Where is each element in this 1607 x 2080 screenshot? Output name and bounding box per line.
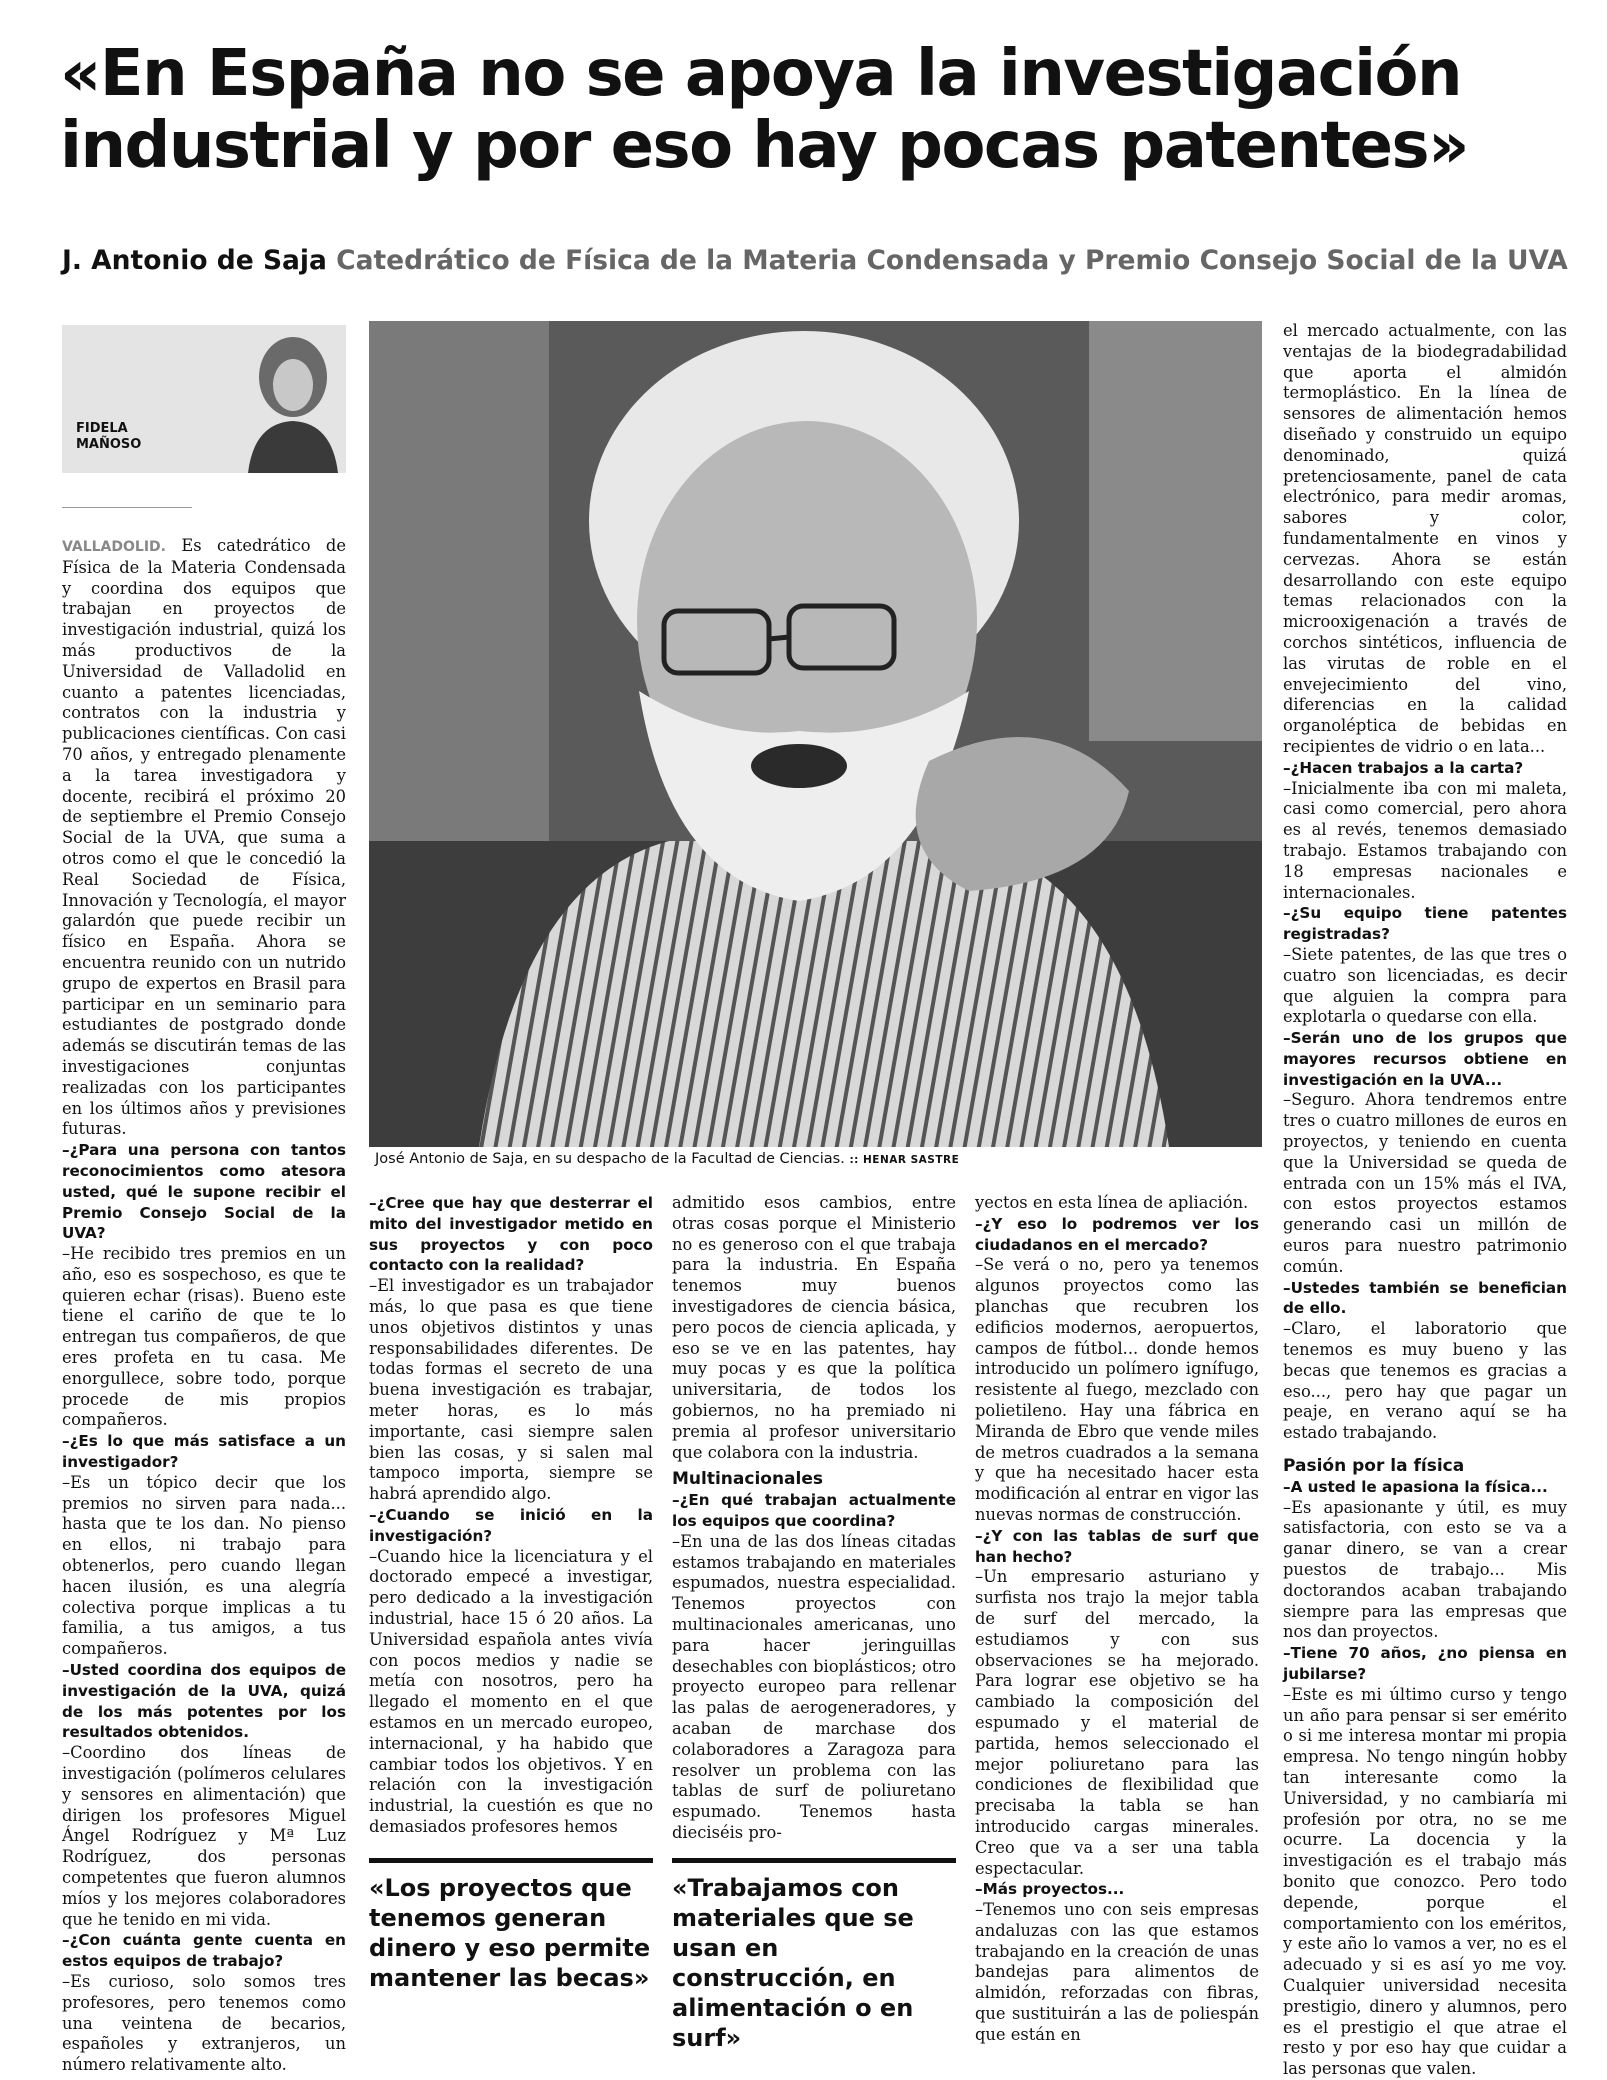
answer: el mercado actualmente, con las ventajas de la biodegradabilidad que aporta el almidón termoplástico. En la línea de sensores de alimentación hemos diseñado y construido un equipo denominado, quizá pretenciosamente, panel de cata electrónico, para medir aromas, sabores y color, fundamentalmente en vinos y cervezas. Ahora se están desarrollando con este equipo temas relacionados con la microoxigenación a través de corchos sintéticos, influencia de las virutas de roble en el envejecimiento del vino, diferencias en la calidad organoléptica de bebidas en recipientes de vidrio o en lata... <box>1283 321 1567 756</box>
question: –A usted le apasiona la física... <box>1283 1477 1548 1496</box>
question: –¿Y con las tablas de surf que han hecho? <box>975 1526 1259 1566</box>
section-heading: Multinacionales <box>672 1469 824 1490</box>
answer: –Es curioso, solo somos tres profesores, pero tenemos como una veintena de becarios, españoles y extranjeros, un número relativamente alto. <box>62 1971 346 2075</box>
answer: –El investigador es un trabajador más, lo que pasa es que tiene unos objetivos distintos y unas responsabilidades diferentes. De todas formas el secreto de una buena investigación es trabajar, meter horas, es lo más importante, casi siempre salen bien las cosas, y si salen mal tampoco importa, siempre se habrá aprendido algo. <box>369 1276 653 1504</box>
byline <box>62 245 1568 276</box>
photo-caption <box>375 1151 1265 1167</box>
main-photo <box>369 321 1262 1147</box>
author-photo <box>240 329 346 473</box>
question: –Más proyectos... <box>975 1880 1125 1899</box>
answer: –Claro, el laboratorio que tenemos es muy bueno y las becas que tenemos es gracias a eso..., pero hay que pagar un peaje, en verano aquí se ha estado trabajando. <box>1283 1319 1567 1443</box>
question: –¿Hacen trabajos a la carta? <box>1283 758 1524 777</box>
question: –Serán uno de los grupos que mayores recursos obtiene en investigación en la UVA... <box>1283 1029 1567 1089</box>
column-1 <box>62 536 346 2076</box>
answer: –Este es mi último curso y tengo un año para pensar si ser emérito o si me interesa montar mi propia empresa. No tengo ningún hobby tan interesante como la Universidad, y no cambiaría mi profesión por otra, no se me ocurre. La docencia y la investigación es el trabajo más bonito que conozco. Pero todo depende, porque el comportamiento con los eméritos, y este año lo vamos a ver, no es el adecuado y si es así yo me voy. Cualquier universidad necesita prestigio, dinero y alumnos, pero es el prestigio el que atrae el resto y por eso hay que cuidar a las personas que valen. <box>1283 1684 1567 2079</box>
question: –¿Con cuánta gente cuenta en estos equipos de trabajo? <box>62 1931 346 1971</box>
column-5 <box>1283 321 1567 2080</box>
answer: –Es un tópico decir que los premios no sirven para nada... hasta que te los dan. No pienso en ellos, ni trabajo para obtenerlos, pero cuando llegan hacen ilusión, es una alegría colectiva porque implicas a tu familia, a tus amigos, a tus compañeros. <box>62 1472 346 1659</box>
answer: –En una de las dos líneas citadas estamos trabajando en materiales espumados, nuestra especialidad. Tenemos proyectos con multinacionales americanas, uno para hacer jeringuillas desechables con bioplásticos; otro proyecto europeo para rellenar las palas de aerogeneradores, y acaban de marchase dos colaboradores a Zaragoza para resolver un problema con las tablas de surf de poliuretano espumado. Tenemos hasta dieciséis pro- <box>672 1531 956 1842</box>
answer: yectos en esta línea de apliación. <box>975 1193 1249 1212</box>
author-box <box>62 325 346 473</box>
answer: –Inicialmente iba con mi maleta, casi como comercial, pero ahora es al revés, tenemos demasiado trabajo. Estamos trabajando con 18 empresas nacionales e internacionales. <box>1283 778 1567 902</box>
dateline: VALLADOLID. <box>62 539 166 555</box>
pull-quote: «Trabajamos con materiales que se usan en construcción, en alimentación o en surf» <box>672 1858 956 2053</box>
answer: –Es apasionante y útil, es muy satisfactoria, con esto se va a ganar dinero, se van a crear puestos de trabajo... Mis doctorandos acaban trabajando siempre para las empresas que nos dan proyectos. <box>1283 1497 1567 1642</box>
answer: –He recibido tres premios en un año, eso es sospechoso, es que te quieren echar (risas). Bueno este tiene el cariño de que te lo entregan tus compañeros, de que eres profeta en tu casa. Me enorgullece, sobre todo, porque procede de mis propios compañeros. <box>62 1244 346 1430</box>
answer: –Seguro. Ahora tendremos entre tres o cuatro millones de euros en proyectos, y teniendo en cuenta que la Universidad se queda de entrada con un 15% más el IVA, con estos proyectos estamos generando casi un millón de euros para nuestro patrimonio común. <box>1283 1090 1567 1276</box>
column-3 <box>672 1193 956 1844</box>
pull-quote: «Los proyectos que tenemos generan dinero y eso permite mantener las becas» <box>369 1858 653 1993</box>
answer: –Tenemos uno con seis empresas andaluzas con las que estamos trabajando en la creación de unas bandejas para alimentos de almidón, reforzadas con fibras, que sustituirán a las de poliespán que están en <box>975 1900 1259 2044</box>
question: –¿Para una persona con tantos reconocimientos como atesora usted, qué le supone recibir el Premio Consejo Social de la UVA? <box>62 1141 346 1243</box>
answer: –Un empresario asturiano y surfista nos trajo la mejor tabla de surf del mercado, la estudiamos y con sus observaciones se ha mejorado. Para lograr ese objetivo se ha cambiado la composición del espumado y el material de partida, hemos seleccionado el mejor poliuretano para las condiciones de flexibilidad que precisaba la tabla se han introducido cargas minerales. Creo que va a ser una tabla espectacular. <box>975 1567 1259 1878</box>
answer: admitido esos cambios, entre otras cosas porque el Ministerio no es generoso con el que trabaja para la industria. En España tenemos muy buenos investigadores de ciencia básica, pero pocos de ciencia aplicada, y eso se ve en las patentes, hay muy pocas y es que la política universitaria, de todos los gobiernos, no ha premiado ni premia al profesor universitario que colabora con la industria. <box>672 1193 956 1462</box>
column-4 <box>975 1193 1259 2046</box>
interviewee-title: Catedrático de Física de la Materia Condensada y Premio Consejo Social de la UVA <box>336 245 1568 276</box>
divider <box>62 507 192 508</box>
caption-text: José Antonio de Saja, en su despacho de la Facultad de Ciencias. <box>375 1151 845 1167</box>
headline: «En España no se apoya la investigación industrial y por eso hay pocas patentes» <box>60 37 1468 183</box>
section-heading: Pasión por la física <box>1283 1456 1465 1477</box>
question: –¿Cree que hay que desterrar el mito del investigador metido en sus proyectos y con poco contacto con la realidad? <box>369 1194 653 1275</box>
question: –¿Es lo que más satisface a un investigador? <box>62 1432 346 1472</box>
photo-credit: :: HENAR SASTRE <box>849 1154 960 1166</box>
answer: –Siete patentes, de las que tres o cuatro son licenciadas, es decir que alguien la compra para explotarla o quedarse con ella. <box>1283 944 1567 1027</box>
question: –Usted coordina dos equipos de investigación de la UVA, quizá de los más potentes por los resultados obtenidos. <box>62 1661 346 1742</box>
answer: –Coordino dos líneas de investigación (polímeros celulares y sensores en alimentación) que dirigen los profesores Miguel Ángel Rodríguez y Mª Luz Rodríguez, dos personas competentes que fueron alumnos míos y los mejores colaboradores que he tenido en mi vida. <box>62 1743 346 1929</box>
question: –Ustedes también se benefician de ello. <box>1283 1278 1567 1318</box>
question: –¿Cuando se inició en la investigación? <box>369 1505 653 1545</box>
interviewee-name: J. Antonio de Saja <box>62 245 327 276</box>
lead-paragraph: Es catedrático de Física de la Materia Condensada y coordina dos equipos que trabajan en proyectos de investigación industrial, quizá los más productivos de la Universidad de Valladolid en cuanto a patentes licenciadas, contratos con la industria y publicaciones científicas. Con casi 70 años, y entregado plenamente a la tarea investigadora y docente, recibirá el próximo 20 de septiembre el Premio Consejo Social de la UVA, que suma a otros como el que le concedió la Real Sociedad de Física, Innovación y Tecnología, el mayor galardón que puede recibir un físico en España. Ahora se encuentra reunido con un nutrido grupo de expertos en Brasil para participar en un seminario para estudiantes de postgrado donde además se discutirán temas de las investigaciones conjuntas realizadas con los participantes en los últimos años y previsiones futuras. <box>62 536 346 1139</box>
question: –¿Su equipo tiene patentes registradas? <box>1283 904 1567 944</box>
question: –¿Y eso lo podremos ver los ciudadanos en el mercado? <box>975 1214 1259 1254</box>
question: –¿En qué trabajan actualmente los equipos que coordina? <box>672 1491 956 1530</box>
column-2 <box>369 1193 653 1838</box>
author-name: FIDELA MAÑOSO <box>76 421 142 452</box>
answer: –Cuando hice la licenciatura y el doctorado empecé a investigar, pero dedicado a la investigación industrial, hace 15 ó 20 años. La Universidad española antes vivía con pocos medios y nadie se metía con nosotros, pero ha llegado el momento en el que estamos en un mercado europeo, internacional, y ha habido que cambiar todos los objetivos. Y en relación con la investigación industrial, la cuestión es que no demasiados profesores hemos <box>369 1546 653 1836</box>
answer: –Se verá o no, pero ya tenemos algunos proyectos como las planchas que recubren los edificios modernos, aeropuertos, campos de fútbol... donde hemos introducido un polímero ignífugo, resistente al fuego, mezclado con polietileno. Hay una fábrica en Miranda de Ebro que vende miles de metros cuadrados a la semana y que ha necesitado hacer esta modificación al entrar en vigor las nuevas normas de construcción. <box>975 1255 1259 1524</box>
question: –Tiene 70 años, ¿no piensa en jubilarse? <box>1283 1644 1567 1683</box>
